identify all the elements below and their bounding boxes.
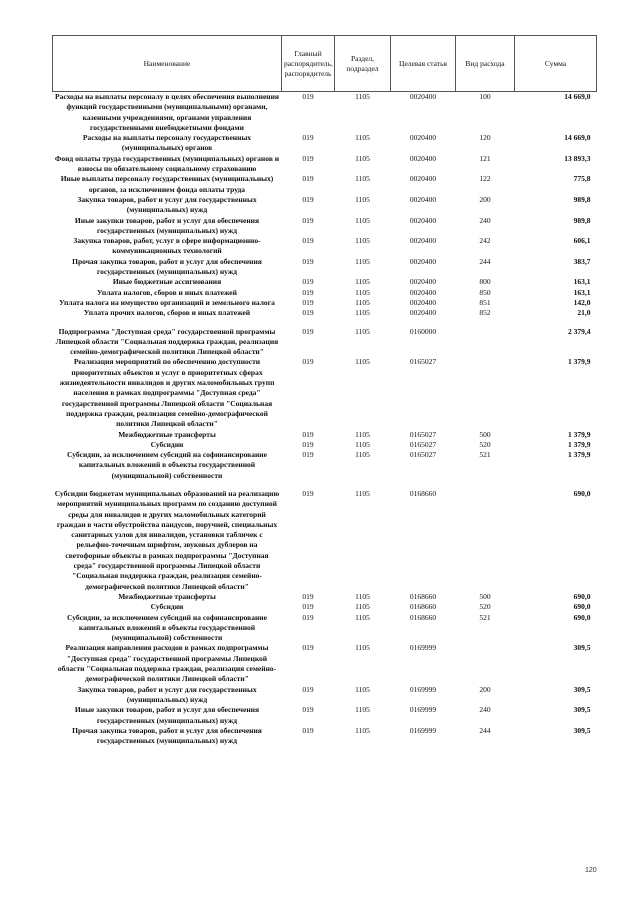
cell-expense-type: 852 (479, 308, 491, 318)
cell-name: Субсидии, за исключением субсидий на софинансирование капитальных вложений в объекты государственной (муниципальной) собственности (67, 612, 267, 643)
cell-expense-type: 521 (479, 450, 491, 460)
cell-sum: 690,0 (573, 591, 591, 601)
cell-target: 0020400 (409, 215, 437, 225)
cell-sum: 606,1 (573, 236, 591, 246)
table-row (53, 489, 597, 592)
cell-target: 0020400 (409, 153, 437, 163)
table-row (53, 174, 597, 195)
cell-sum: 14 669,0 (564, 92, 591, 101)
column-header-sum: Сумма (515, 36, 597, 92)
cell-admin: 019 (302, 725, 314, 735)
column-header-admin: Главный распорядитель, распорядитель (282, 36, 335, 92)
cell-section: 1105 (355, 236, 370, 246)
cell-expense-type (456, 327, 515, 358)
cell-admin: 019 (302, 153, 314, 163)
cell-target: 0020400 (409, 236, 437, 246)
cell-sum: 163,1 (573, 287, 591, 297)
cell-expense-type: 240 (479, 705, 491, 715)
cell-section: 1105 (355, 725, 370, 735)
table-row (53, 357, 597, 429)
cell-section: 1105 (355, 429, 370, 439)
table-row (53, 298, 597, 308)
cell-expense-type: 121 (479, 153, 491, 163)
cell-admin: 019 (302, 174, 314, 184)
cell-name: Субсидии (150, 602, 184, 612)
cell-section: 1105 (355, 439, 370, 449)
cell-admin: 019 (302, 429, 314, 439)
cell-sum: 1 379,9 (568, 450, 591, 460)
cell-name: Иные бюджетные ассигнования (112, 277, 222, 287)
table-row (53, 327, 597, 358)
cell-target: 0169999 (409, 643, 437, 653)
cell-target: 0169999 (409, 725, 437, 735)
cell-admin: 019 (302, 612, 314, 622)
cell-expense-type: 240 (479, 215, 491, 225)
cell-admin: 019 (302, 215, 314, 225)
cell-target: 0020400 (409, 174, 437, 184)
cell-admin: 019 (302, 236, 314, 246)
cell-sum: 690,0 (573, 612, 591, 622)
cell-expense-type (456, 489, 515, 592)
cell-admin: 019 (302, 326, 314, 336)
cell-sum: 142,0 (573, 297, 591, 307)
cell-expense-type (456, 357, 515, 429)
cell-section: 1105 (355, 591, 370, 601)
cell-target: 0165027 (409, 429, 437, 439)
cell-expense-type: 200 (479, 194, 491, 204)
cell-admin: 019 (302, 287, 314, 297)
cell-expense-type: 500 (479, 591, 491, 601)
cell-section: 1105 (355, 297, 370, 307)
cell-sum: 1 379,9 (568, 429, 591, 439)
cell-target: 0169999 (409, 684, 437, 694)
table-row (53, 288, 597, 298)
cell-name: Уплата прочих налогов, сборов и иных платежей (83, 308, 251, 318)
cell-target: 0160000 (409, 326, 437, 336)
cell-admin: 019 (302, 308, 314, 318)
cell-target: 0020400 (409, 194, 437, 204)
cell-admin: 019 (302, 643, 314, 653)
column-header-name: Наименование (53, 36, 282, 92)
cell-admin: 019 (302, 357, 314, 367)
cell-name: Реализация направления расходов в рамках подпрограммы "Доступная среда" государственной программы Липецкой области "Социальная поддержка граждан, реализация семейно-демографической политики Липецкой области" (57, 643, 277, 684)
cell-expense-type: 100 (479, 92, 491, 101)
cell-section: 1105 (355, 174, 370, 184)
cell-sum: 14 669,0 (564, 133, 591, 143)
cell-section: 1105 (355, 194, 370, 204)
cell-target: 0020400 (409, 277, 437, 287)
cell-expense-type (456, 643, 515, 684)
table-row (53, 133, 597, 154)
cell-sum: 309,5 (573, 705, 591, 715)
cell-target: 0020400 (409, 92, 437, 101)
cell-name: Расходы на выплаты персоналу в целях обеспечения выполнения функций государственными (муниципальными) органами, казенными учреждениями, органами управления государственными внебюджетными фондами (55, 92, 279, 132)
cell-expense-type: 520 (479, 602, 491, 612)
column-header-target: Целевая статья (391, 36, 456, 92)
cell-expense-type: 520 (479, 439, 491, 449)
table-row (53, 308, 597, 318)
cell-admin: 019 (302, 277, 314, 287)
table-row (53, 592, 597, 602)
cell-sum: 13 893,3 (564, 153, 591, 163)
row-spacer (53, 319, 597, 327)
table-row (53, 216, 597, 237)
table-row (53, 195, 597, 216)
cell-target: 0165027 (409, 450, 437, 460)
table-row (53, 92, 597, 134)
cell-target: 0020400 (409, 133, 437, 143)
cell-expense-type: 800 (479, 277, 491, 287)
cell-section: 1105 (355, 684, 370, 694)
cell-name: Иные закупки товаров, работ и услуг для обеспечения государственных (муниципальных) нужд (74, 215, 260, 235)
cell-admin: 019 (302, 194, 314, 204)
cell-name: Прочая закупка товаров, работ и услуг для обеспечения государственных (муниципальных) нужд (72, 725, 262, 746)
cell-name: Уплата налога на имущество организаций и земельного налога (59, 297, 275, 307)
cell-section: 1105 (355, 133, 370, 143)
table-row (53, 685, 597, 706)
table-row (53, 705, 597, 726)
cell-admin: 019 (302, 297, 314, 307)
cell-section: 1105 (355, 277, 370, 287)
cell-target: 0165027 (409, 439, 437, 449)
cell-name: Прочая закупка товаров, работ и услуг для обеспечения государственных (муниципальных) нужд (72, 256, 262, 277)
cell-target: 0168660 (409, 488, 437, 498)
cell-target: 0020400 (409, 297, 437, 307)
cell-sum: 690,0 (573, 602, 591, 612)
cell-sum: 690,0 (573, 488, 591, 498)
cell-name: Реализация мероприятий по обеспечению доступности приоритетных объектов и услуг в приоритетных сферах жизнедеятельности инвалидов и других маломобильных групп населения в рамках подпрограммы "Доступная среда" государственной программы Липецкой области "Социальная поддержка граждан, реализация семейно-демографической политики Липецкой области" (59, 357, 275, 429)
cell-admin: 019 (302, 684, 314, 694)
table-row (53, 726, 597, 747)
cell-sum: 1 379,9 (568, 357, 591, 367)
cell-section: 1105 (355, 602, 370, 612)
cell-name: Закупка товаров, работ и услуг для государственных (муниципальных) нужд (77, 194, 257, 215)
cell-section: 1105 (355, 308, 370, 318)
cell-expense-type: 244 (479, 725, 491, 735)
table-row (53, 430, 597, 440)
cell-expense-type: 850 (479, 287, 491, 297)
cell-sum: 2 379,4 (568, 326, 591, 336)
cell-expense-type: 851 (479, 297, 491, 307)
cell-name: Субсидии (150, 439, 184, 449)
table-row (53, 277, 597, 287)
cell-name: Расходы на выплаты персоналу государственных (муниципальных) органов (82, 133, 252, 153)
cell-section: 1105 (355, 357, 370, 367)
cell-name: Субсидии бюджетам муниципальных образований на реализацию мероприятий муниципальных программ по созданию доступной среды для инвалидов и других маломобильных категорий граждан в части обустройства пандусов, поручней, специальных санитарных узлов для инвалидов, установки табличек с рельефно-точечным шрифтом, звуковых дублеров на светофорные объекты в рамках подпрограммы "Доступная среда" государственной программы Липецкой области "Социальная поддержка граждан, реализация семейно-демографической политики Липецкой области" (54, 488, 280, 591)
table-body (53, 92, 597, 747)
cell-name: Подпрограмма "Доступная среда" государственной программы Липецкой области "Социальная поддержка граждан, реализация семейно-демографической политики Липецкой области" (55, 326, 279, 357)
cell-target: 0168660 (409, 602, 437, 612)
cell-section: 1105 (355, 287, 370, 297)
table-row (53, 440, 597, 450)
cell-expense-type: 242 (479, 236, 491, 246)
cell-target: 0168660 (409, 612, 437, 622)
cell-sum: 1 379,9 (568, 439, 591, 449)
table-row (53, 257, 597, 278)
cell-section: 1105 (355, 153, 370, 163)
cell-name: Иные выплаты персоналу государственных (муниципальных) органов, за исключением фонда оплаты труда (60, 174, 274, 194)
cell-expense-type: 200 (479, 684, 491, 694)
cell-sum: 989,8 (573, 194, 591, 204)
budget-table-sheet (52, 35, 596, 746)
column-header-expense-type: Вид расхода (456, 36, 515, 92)
page-number: 120 (585, 867, 597, 874)
table-row (53, 154, 597, 175)
cell-target: 0020400 (409, 256, 437, 266)
cell-name: Закупка товаров, работ и услуг для государственных (муниципальных) нужд (77, 684, 257, 704)
cell-name: Межбюджетные трансферты (118, 591, 216, 601)
cell-target: 0020400 (409, 308, 437, 318)
spacer-cell (53, 481, 597, 489)
cell-section: 1105 (355, 326, 370, 336)
table-row (53, 236, 597, 257)
cell-admin: 019 (302, 591, 314, 601)
column-header-section: Раздел, подраздел (335, 36, 391, 92)
cell-expense-type: 521 (479, 612, 491, 622)
cell-name: Иные закупки товаров, работ и услуг для обеспечения государственных (муниципальных) нужд (74, 705, 260, 725)
cell-sum: 163,1 (573, 277, 591, 287)
cell-expense-type: 500 (479, 429, 491, 439)
cell-target: 0168660 (409, 591, 437, 601)
cell-section: 1105 (355, 256, 370, 266)
cell-section: 1105 (355, 92, 370, 101)
cell-admin: 019 (302, 256, 314, 266)
table-row (53, 613, 597, 644)
cell-name: Закупка товаров, работ, услуг в сфере информационно-коммуникационных технологий (73, 236, 261, 256)
cell-admin: 019 (302, 602, 314, 612)
cell-name: Уплата налогов, сборов и иных платежей (97, 287, 237, 297)
row-spacer (53, 481, 597, 489)
cell-admin: 019 (302, 92, 314, 101)
cell-name: Фонд оплаты труда государственных (муниципальных) органов и взносы по обязательному социальному страхованию (54, 153, 280, 174)
cell-section: 1105 (355, 705, 370, 715)
budget-table (52, 35, 597, 746)
cell-admin: 019 (302, 133, 314, 143)
cell-section: 1105 (355, 612, 370, 622)
cell-sum: 383,7 (573, 256, 591, 266)
cell-target: 0165027 (409, 357, 437, 367)
cell-target: 0169999 (409, 705, 437, 715)
cell-section: 1105 (355, 450, 370, 460)
cell-name: Межбюджетные трансферты (118, 429, 216, 439)
cell-sum: 775,8 (573, 174, 591, 184)
cell-section: 1105 (355, 215, 370, 225)
cell-admin: 019 (302, 439, 314, 449)
cell-sum: 21,0 (577, 308, 591, 318)
cell-section: 1105 (355, 488, 370, 498)
cell-sum: 309,5 (573, 725, 591, 735)
cell-sum: 309,5 (573, 643, 591, 653)
cell-sum: 309,5 (573, 684, 591, 694)
cell-admin: 019 (302, 705, 314, 715)
cell-expense-type: 120 (479, 133, 491, 143)
cell-target: 0020400 (409, 287, 437, 297)
table-row (53, 602, 597, 612)
cell-name: Субсидии, за исключением субсидий на софинансирование капитальных вложений в объекты государственной (муниципальной) собственности (67, 450, 267, 480)
table-header-row (53, 36, 597, 92)
cell-section: 1105 (355, 643, 370, 653)
cell-admin: 019 (302, 488, 314, 498)
cell-admin: 019 (302, 450, 314, 460)
table-row (53, 450, 597, 481)
cell-expense-type: 122 (479, 174, 491, 184)
cell-sum: 989,8 (573, 215, 591, 225)
table-row (53, 643, 597, 684)
cell-expense-type: 244 (479, 256, 491, 266)
spacer-cell (53, 319, 597, 327)
